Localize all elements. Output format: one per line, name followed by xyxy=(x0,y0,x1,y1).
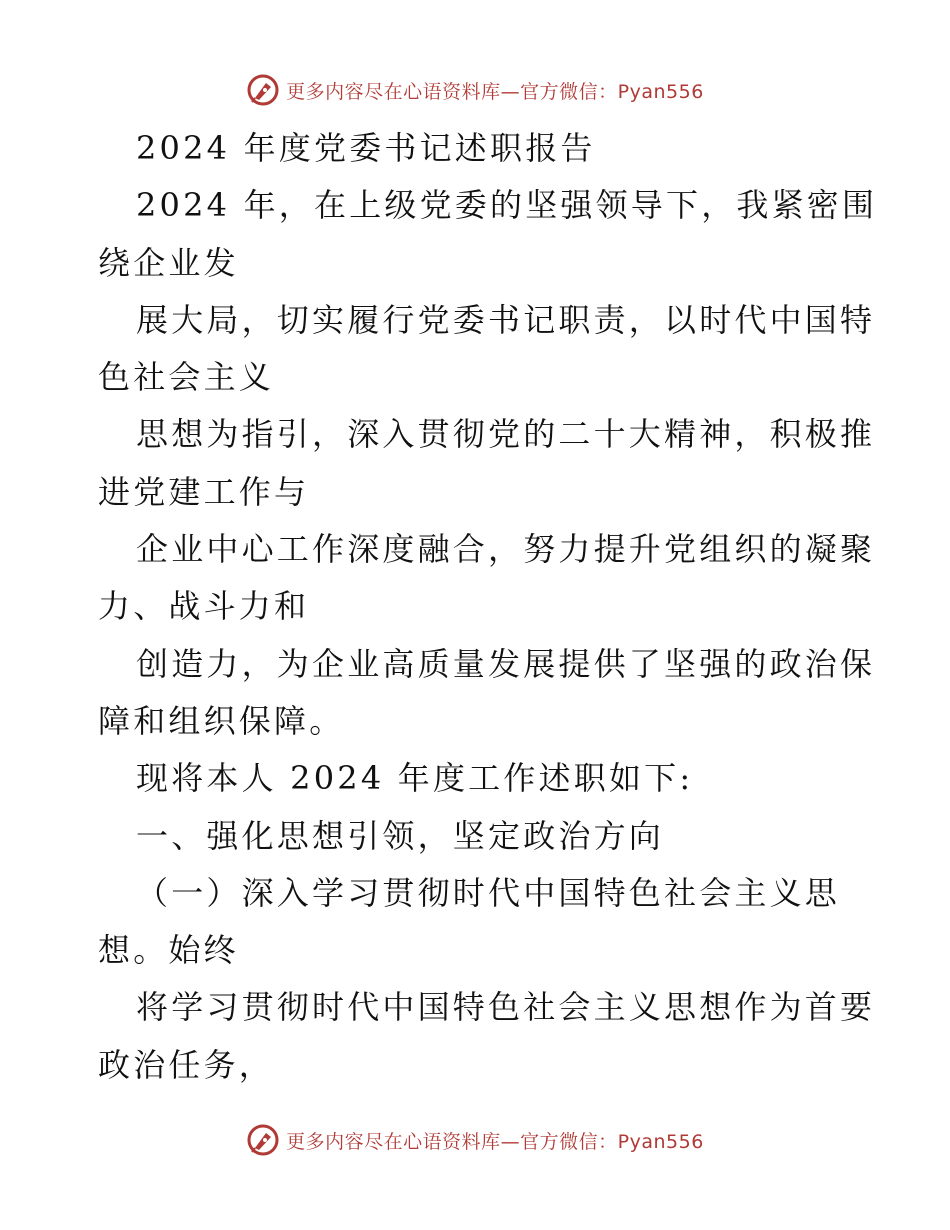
paragraph-line: 现将本人 2024 年度工作述职如下: xyxy=(136,759,694,798)
pen-nib-logo-icon xyxy=(246,1123,280,1157)
header-banner xyxy=(0,70,950,110)
header-banner-text: 更多内容尽在心语资料库—官方微信：Pyan556 xyxy=(286,80,704,103)
section-heading: 一、强化思想引领，坚定政治方向 xyxy=(136,816,665,855)
paragraph-line: 将学习贯彻时代中国特色社会主义思想作为首要 xyxy=(136,988,876,1027)
paragraph-line: 力、战斗力和 xyxy=(98,587,310,626)
paragraph-line: 进党建工作与 xyxy=(98,472,310,511)
paragraph-line: 政治任务， xyxy=(98,1045,275,1084)
paragraph-line: 想。始终 xyxy=(98,931,239,970)
paragraph-line: 思想为指引，深入贯彻党的二十大精神，积极推 xyxy=(136,415,876,454)
pen-nib-logo-icon xyxy=(246,73,280,107)
paragraph-line: 创造力，为企业高质量发展提供了坚强的政治保 xyxy=(136,644,876,683)
document-body xyxy=(98,120,878,1094)
paragraph-line: 企业中心工作深度融合，努力提升党组织的凝聚 xyxy=(136,530,876,569)
footer-banner-text: 更多内容尽在心语资料库—官方微信：Pyan556 xyxy=(286,1130,704,1153)
footer-banner xyxy=(0,1120,950,1160)
subsection-heading: （一）深入学习贯彻时代中国特色社会主义思 xyxy=(136,873,841,912)
paragraph-line: 2024 年，在上级党委的坚强领导下，我紧密围 xyxy=(136,186,878,225)
document-title: 2024 年度党委书记述职报告 xyxy=(136,129,596,167)
paragraph-line: 绕企业发 xyxy=(98,243,239,282)
paragraph-line: 展大局，切实履行党委书记职责，以时代中国特 xyxy=(136,300,876,339)
paragraph-line: 障和组织保障。 xyxy=(98,701,345,740)
paragraph-line: 色社会主义 xyxy=(98,358,275,397)
